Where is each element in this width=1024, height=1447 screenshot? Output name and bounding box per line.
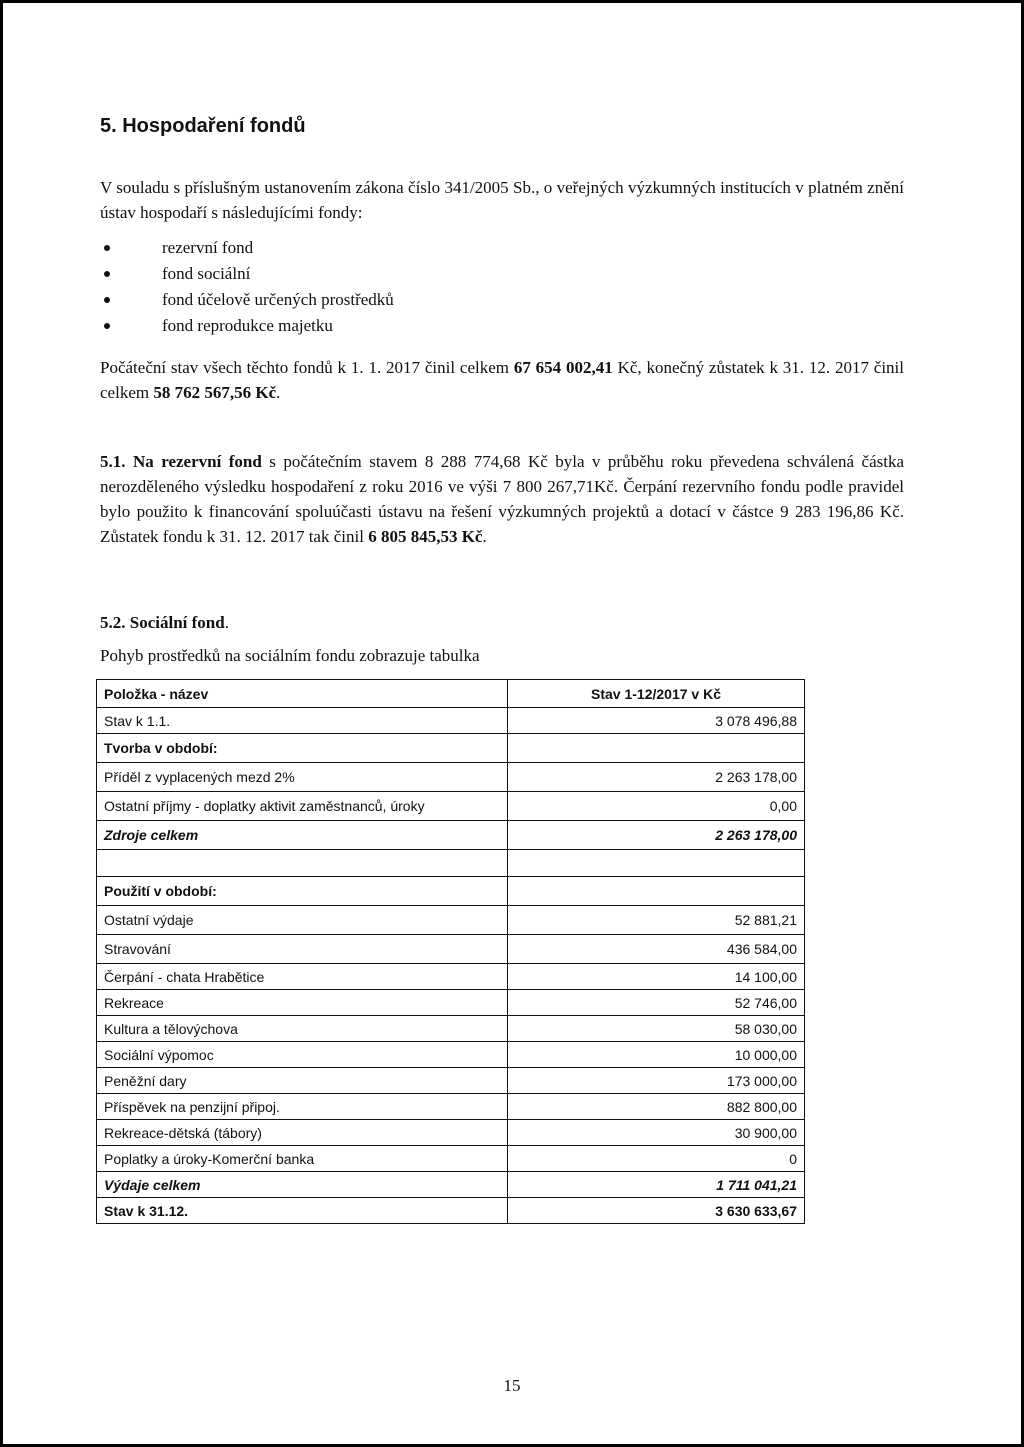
row-value: 52 746,00 — [508, 990, 805, 1016]
table-header-row — [97, 680, 805, 708]
row-label: Peněžní dary — [97, 1068, 508, 1094]
page-number: 15 — [503, 1376, 521, 1395]
table-row — [97, 821, 805, 850]
row-value: 173 000,00 — [508, 1068, 805, 1094]
row-value — [508, 850, 805, 877]
fund-list — [100, 235, 394, 339]
table-row — [97, 734, 805, 763]
row-label: Tvorba v období: — [97, 734, 508, 763]
initial-text-2: Kč, konečný zůstatek k 31. 12. 2017 činil celkem — [100, 358, 905, 402]
row-value: 52 881,21 — [508, 906, 805, 935]
section-heading: 5. Hospodaření fondů — [100, 115, 306, 137]
row-label: Rekreace — [97, 990, 508, 1016]
table-row — [97, 1016, 805, 1042]
list-item: fond účelově určených prostředků — [100, 287, 394, 313]
reserve-fund-balance: 6 805 845,53 Kč — [368, 527, 483, 546]
document-page — [3, 3, 1021, 1444]
table-row — [97, 877, 805, 906]
initial-amount-1: 67 654 002,41 — [513, 358, 613, 377]
row-value: 436 584,00 — [508, 935, 805, 964]
row-value: 882 800,00 — [508, 1094, 805, 1120]
row-label: Poplatky a úroky-Komerční banka — [97, 1146, 508, 1172]
row-label: Ostatní příjmy - doplatky aktivit zaměstnanců, úroky — [97, 792, 508, 821]
row-value: 30 900,00 — [508, 1120, 805, 1146]
row-value: 14 100,00 — [508, 964, 805, 990]
row-value: 58 030,00 — [508, 1016, 805, 1042]
initial-text-3: . — [276, 383, 281, 402]
social-fund-title-dot: . — [224, 613, 229, 632]
initial-state-paragraph — [100, 355, 904, 405]
social-fund-intro: Pohyb prostředků na sociálním fondu zobrazuje tabulka — [100, 646, 480, 665]
row-label: Výdaje celkem — [97, 1172, 508, 1198]
social-fund-title: 5.2. Sociální fond — [100, 613, 225, 632]
row-label: Rekreace-dětská (tábory) — [97, 1120, 508, 1146]
table-row — [97, 1120, 805, 1146]
table-row — [97, 792, 805, 821]
table-row — [97, 850, 805, 877]
header-item: Položka - název — [97, 680, 508, 708]
intro-paragraph: V souladu s příslušným ustanovením zákona číslo 341/2005 Sb., o veřejných výzkumných institucích v platném znění ústav hospodaří s následujícími fondy: — [100, 178, 904, 222]
list-item: rezervní fond — [100, 235, 394, 261]
table-row — [97, 1042, 805, 1068]
list-item: fond reprodukce majetku — [100, 313, 394, 339]
table-row — [97, 964, 805, 990]
row-label: Příděl z vyplacených mezd 2% — [97, 763, 508, 792]
row-label: Stav k 31.12. — [97, 1198, 508, 1224]
row-label: Příspěvek na penzijní připoj. — [97, 1094, 508, 1120]
table-row — [97, 763, 805, 792]
row-label: Sociální výpomoc — [97, 1042, 508, 1068]
row-value: 2 263 178,00 — [508, 763, 805, 792]
table-row — [97, 906, 805, 935]
row-label — [97, 850, 508, 877]
table-row — [97, 935, 805, 964]
reserve-fund-text-end: . — [482, 527, 487, 546]
row-value: 3 078 496,88 — [508, 708, 805, 734]
row-value: 2 263 178,00 — [508, 821, 805, 850]
initial-text-1: Počáteční stav všech těchto fondů k 1. 1. 2017 činil celkem — [100, 358, 514, 377]
table-row — [97, 1146, 805, 1172]
reserve-fund-number: 5.1. — [100, 452, 133, 471]
table-row — [97, 708, 805, 734]
reserve-fund-paragraph — [100, 449, 904, 549]
row-label: Stav k 1.1. — [97, 708, 508, 734]
reserve-fund-text: s počátečním stavem 8 288 774,68 Kč byla v průběhu roku převedena schválená částka nerozděleného výsledku hospodaření z roku 2016 ve výši 7 800 267,71Kč. Čerpání rezervního fondu podle pravidel bylo použito k financování spoluúčasti ústavu na řešení výzkumných projektů a dotací v částce 9 283 196,86 Kč. Zůstatek fondu k 31. 12. 2017 tak činil — [100, 452, 904, 546]
row-value — [508, 734, 805, 763]
row-value: 1 711 041,21 — [508, 1172, 805, 1198]
row-value: 0 — [508, 1146, 805, 1172]
row-value: 0,00 — [508, 792, 805, 821]
row-value: 10 000,00 — [508, 1042, 805, 1068]
table-row — [97, 1094, 805, 1120]
table-row — [97, 1068, 805, 1094]
row-value: 3 630 633,67 — [508, 1198, 805, 1224]
row-label: Čerpání - chata Hrabětice — [97, 964, 508, 990]
row-label: Kultura a tělovýchova — [97, 1016, 508, 1042]
row-value — [508, 877, 805, 906]
table-row — [97, 1172, 805, 1198]
table-row — [97, 1198, 805, 1224]
row-label: Použití v období: — [97, 877, 508, 906]
reserve-fund-title: Na rezervní fond — [132, 452, 262, 471]
header-value: Stav 1-12/2017 v Kč — [508, 680, 805, 708]
table-row — [97, 990, 805, 1016]
row-label: Zdroje celkem — [97, 821, 508, 850]
social-fund-heading — [100, 613, 229, 633]
social-fund-table — [96, 679, 805, 1224]
row-label: Ostatní výdaje — [97, 906, 508, 935]
list-item: fond sociální — [100, 261, 394, 287]
initial-amount-2: 58 762 567,56 Kč — [153, 383, 277, 402]
row-label: Stravování — [97, 935, 508, 964]
